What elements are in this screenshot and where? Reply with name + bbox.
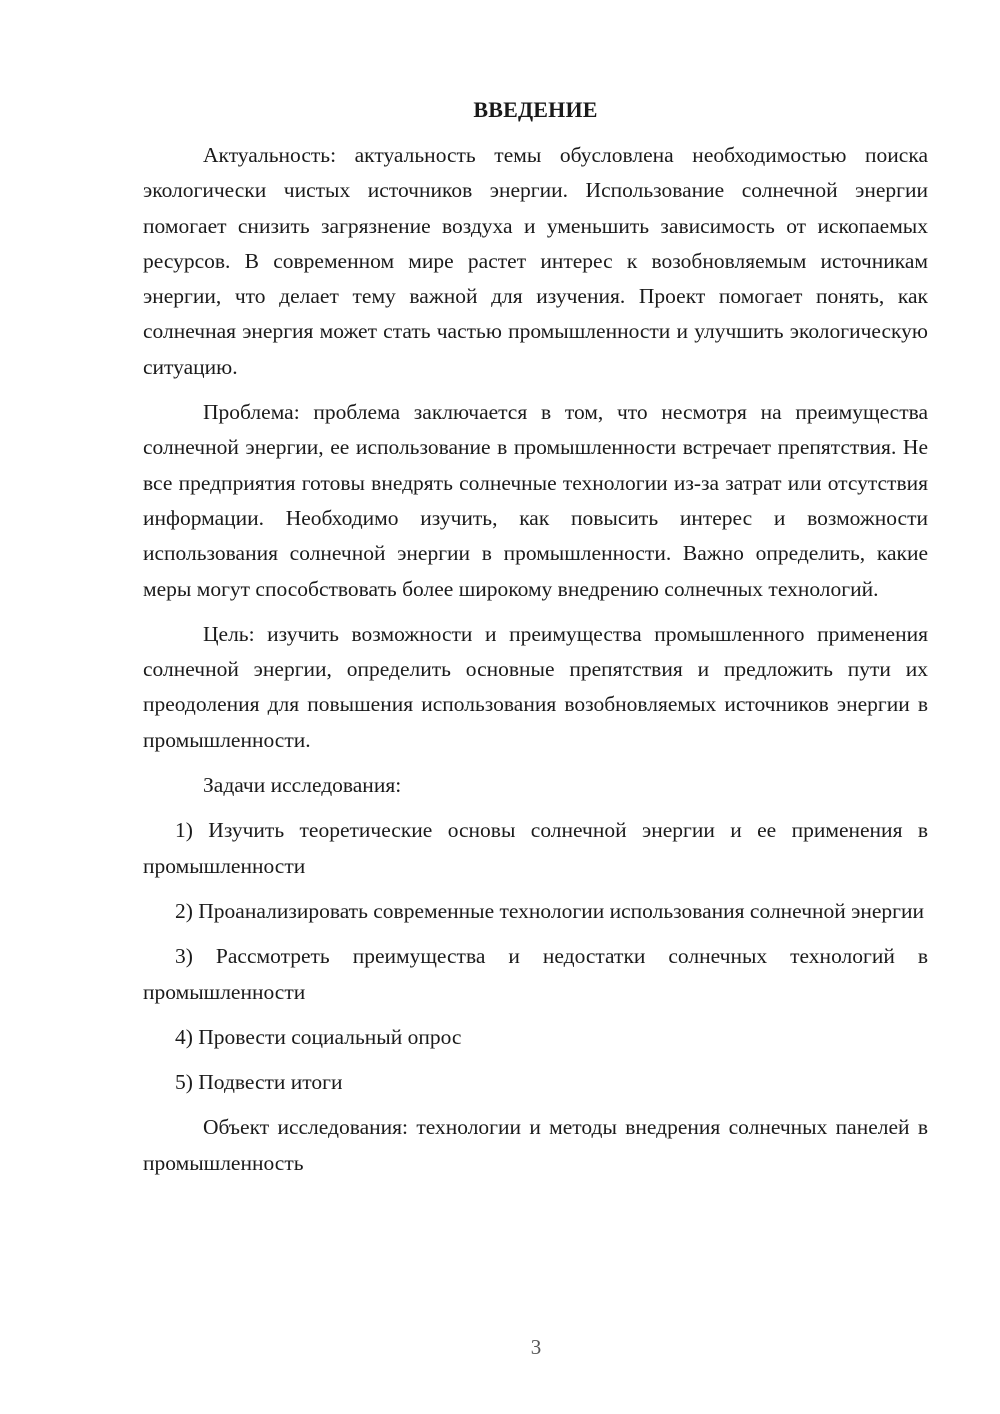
task-item-2: 2) Проанализировать современные технологии использования солнечной энергии xyxy=(175,898,924,923)
task-item-1: 1) Изучить теоретические основы солнечной энергии и ее применения в промышленности xyxy=(143,818,928,878)
task-item-5: 5) Подвести итоги xyxy=(175,1070,343,1095)
tasks-title: Задачи исследования: xyxy=(203,773,402,798)
task-item-3: 3) Рассмотреть преимущества и недостатки солнечных технологий в промышленности xyxy=(143,944,928,1004)
page-number: 3 xyxy=(530,1335,542,1359)
paragraph-object: Объект исследования: технологии и методы внедрения солнечных панелей в промышленность xyxy=(143,1115,928,1175)
paragraph-relevance: Актуальность: актуальность темы обусловлена необходимостью поиска экологически чистых источников энергии. Использование солнечной энергии помогает снизить загрязнение воздуха и уменьшить зависимость от ископаемых ресурсов. В современном мире растет интерес к возобновляемым источникам энергии, что делает тему важной для изучения. Проект помогает понять, как солнечная энергия может стать частью промышленности и улучшить экологическую ситуацию. xyxy=(143,143,928,379)
paragraph-goal: Цель: изучить возможности и преимущества промышленного применения солнечной энергии, определить основные препятствия и предложить пути их преодоления для повышения использования возобновляемых источников энергии в промышленности. xyxy=(143,621,928,752)
section-heading: ВВЕДЕНИЕ xyxy=(473,97,598,122)
document-page xyxy=(143,92,928,1191)
tasks-list xyxy=(143,813,928,1100)
task-item-4: 4) Провести социальный опрос xyxy=(175,1024,462,1049)
paragraph-problem: Проблема: проблема заключается в том, что несмотря на преимущества солнечной энергии, ее использование в промышленности встречает препятствия. Не все предприятия готовы внедрять солнечные технологии из-за затрат или отсутствия информации. Необходимо изучить, как повысить интерес и возможности использования солнечной энергии в промышленности. Важно определить, какие меры могут способствовать более широкому внедрению солнечных технологий. xyxy=(143,400,928,601)
